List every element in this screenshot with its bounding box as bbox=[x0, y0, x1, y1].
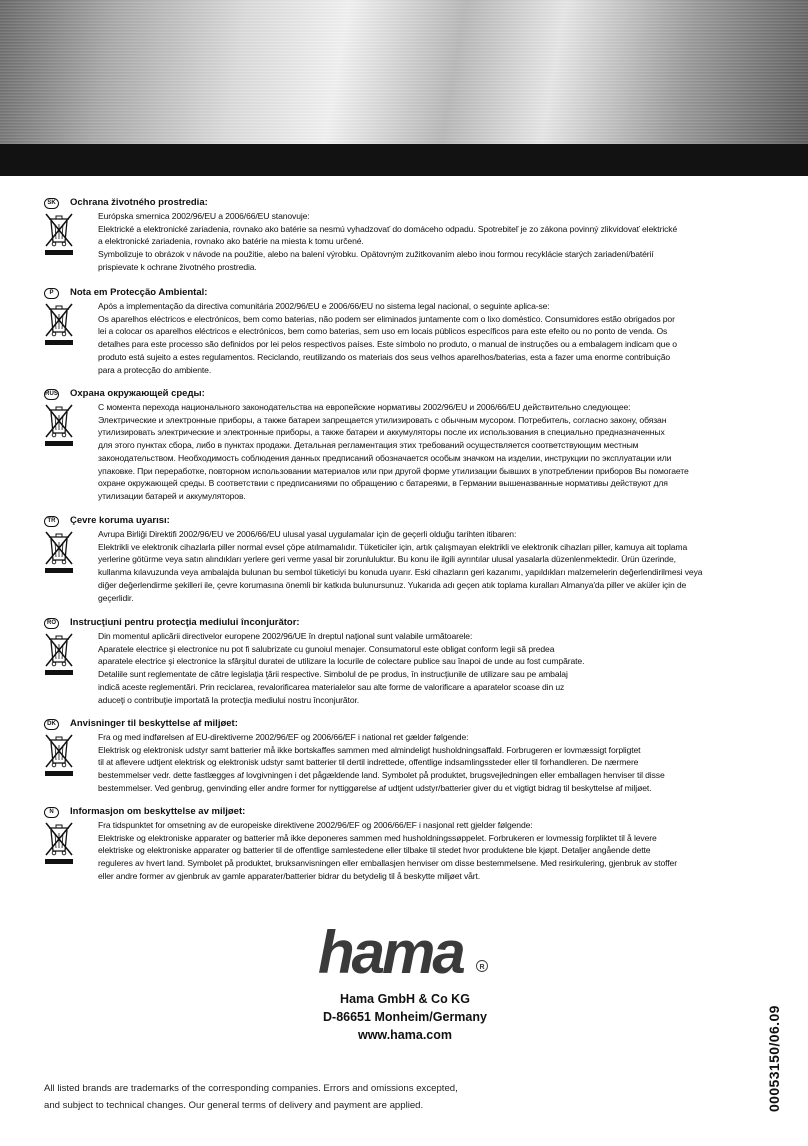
notice-line: produto está sujeito a estes regulamentos. Reciclando, reutilizando os materiais dos seus velhos aparelhos/baterias, esta a fazer uma enorme contribuição bbox=[98, 351, 671, 362]
notice-title: Ochrana životného prostredia: bbox=[70, 197, 208, 208]
notice-title: Informasjon om beskyttelse av miljøet: bbox=[70, 806, 246, 817]
language-badge: N bbox=[44, 807, 59, 818]
notice-line: bestemmelser vedr. dette fastlægges af lovgivningen i det pågældende land. Symbolet på produktet, brugsvejledningen eller emballagen henviser til disse bbox=[98, 770, 665, 781]
notice-line: утилизации батарей и аккумуляторов. bbox=[98, 490, 246, 501]
notice-line: aparatele electrice şi electronice la sfârşitul duratei de utilizare la locurile de colectare publice sau înapoi de unde au fost cumpărate. bbox=[98, 656, 585, 667]
header-black-bar bbox=[0, 144, 808, 176]
notice-body bbox=[98, 300, 768, 376]
notice-line: Fra tidspunktet for omsetning av de europeiske direktivene 2002/96/EF og 2006/66/EF i nasjonal rett gjelder følgende: bbox=[98, 820, 533, 830]
notice-body bbox=[98, 528, 768, 604]
notice-title: Instrucţiuni pentru protecţia mediului înconjurător: bbox=[70, 617, 300, 628]
notice-line: Após a implementação da directiva comunitária 2002/96/EU e 2006/66/EU no sistema legal nacional, o seguinte aplica-se: bbox=[98, 301, 550, 311]
notice-line: prispievate k ochrane životného prostredia. bbox=[98, 261, 257, 272]
notice-title: Anvisninger til beskyttelse af miljøet: bbox=[70, 718, 238, 729]
language-badge: P bbox=[44, 288, 59, 299]
notice-line: lei a colocar os aparelhos eléctricos e electrónicos, bem como baterias, sem uso em locais públicos específicos para este efeito ou no ponto de venda. Os bbox=[98, 326, 668, 337]
footer-line: All listed brands are trademarks of the corresponding companies. Errors and omissions excepted, bbox=[44, 1083, 458, 1094]
crossed-out-bin-icon bbox=[44, 403, 74, 447]
footer-line: and subject to technical changes. Our general terms of delivery and payment are applied. bbox=[44, 1100, 424, 1111]
language-badge: RUS bbox=[44, 389, 59, 400]
notice-line: detalhes para este processo são definidos por lei pelos respectivos países. Este símbolo no produto, o manual de instruções ou a embalagem indicam que o bbox=[98, 339, 677, 350]
notice-line: reguleres av hvert land. Symbolet på produktet, bruksanvisningen eller emballasjen henviser om disse bestemmelsene. Med resirkulering, gjenbruk av stoffer bbox=[98, 858, 677, 869]
notice-line: Avrupa Birliği Direktifi 2002/96/EU ve 2006/66/EU ulusal yasal uygulamalar için de geçerli olduğu tarihten itibaren: bbox=[98, 529, 517, 539]
notice-line: для этого пунктах сбора, либо в пунктах продажи. Детальная регламентация этих требований осуществляется соответствующим местным bbox=[98, 440, 639, 451]
notice-body bbox=[98, 210, 768, 274]
notice-line: indică aceste reglementări. Prin reciclarea, revalorificarea materialelor sau alte forme de valorificare a aparatelor scoase din uz bbox=[98, 681, 565, 692]
company-website: www.hama.com bbox=[357, 1028, 452, 1042]
company-address bbox=[300, 990, 510, 1044]
notice-line: упаковке. При переработке, повторном использовании материалов или при другой форме утилизации бывших в употреблении приборов Вы помогаете bbox=[98, 465, 689, 476]
company-city: D-86651 Monheim/Germany bbox=[323, 1010, 487, 1024]
notice-line: kullanma kılavuzunda veya ambalajda bulunan bu sembol tüketiciyi bu konuda uyarır. Eski cihazların geri kazanımı, yapıldıkları malzemelerin değerlendirilmesi veya bbox=[98, 567, 703, 578]
brushed-metal-header bbox=[0, 0, 808, 144]
notice-line: diğer değerlendirme şekilleri ile, çevre korumasına önemli bir katkıda bulunursunuz. Yukarıda adı geçen atık toplama kuralları Almanya'da piller ve aküler için de bbox=[98, 579, 687, 590]
notice-line: a elektronické zariadenia, rovnako ako batérie na miesta k tomu určené. bbox=[98, 236, 364, 247]
notice-line: охране окружающей среды. В соответствии с предписаниями по обращению с батареями, в Германии вышеназванные нормативы действуют для bbox=[98, 478, 668, 489]
notice-line: para a protecção do ambiente. bbox=[98, 364, 212, 375]
notice-line: Európska smernica 2002/96/EU a 2006/66/EU stanovuje: bbox=[98, 211, 310, 221]
notice-body bbox=[98, 630, 768, 706]
notice-line: Elektrikli ve elektronik cihazlarla piller normal evsel çöpe atılmamalıdır. Tüketiciler için, artık çalışmayan elektrikli ve elektronik cihazları piller, kamuya ait toplama bbox=[98, 541, 688, 552]
notice-line: elektriske og elektroniske apparater og batterier til de offentlige samlestedene eller tilbake til stedet hvor produktene ble kjøpt. Detaljer angående dette bbox=[98, 845, 651, 856]
notice-line: утилизировать электрические и электронные приборы, а также батареи и аккумуляторы после их использования в специально предназначенных bbox=[98, 427, 665, 438]
notice-line: законодательством. Необходимость соблюдения данных предписаний обозначается особым значком на изделии, инструкции по эксплуатации или bbox=[98, 452, 672, 463]
notice-line: Din momentul aplicării directivelor europene 2002/96/UE în dreptul naţional sunt valabile următoarele: bbox=[98, 631, 473, 641]
crossed-out-bin-icon bbox=[44, 821, 74, 865]
language-badge: DK bbox=[44, 719, 59, 730]
notice-line: Elektriske og elektroniske apparater og batterier må ikke deponeres sammen med husholdningssøppelet. Forbrukeren er lovmessig forpliktet til å levere bbox=[98, 832, 657, 843]
notice-title: Охрана окружающей среды: bbox=[70, 388, 205, 399]
notice-line: Elektrické a elektronické zariadenia, rovnako ako batérie sa nesmú vyhadzovať do domáceho odpadu. Spotrebiteľ je zo zákona povinný zlikvidovať elektrické bbox=[98, 223, 678, 234]
language-badge: SK bbox=[44, 198, 59, 209]
notice-line: Elektrisk og elektronisk udstyr samt batterier må ikke bortskaffes sammen med almindeligt husholdningsaffald. Forbrugeren er lovmæssigt forpligtet bbox=[98, 744, 641, 755]
crossed-out-bin-icon bbox=[44, 530, 74, 574]
notice-line: Aparatele electrice şi electronice nu pot fi salubrizate cu gunoiul menajer. Consumatorul este obligat conform legii să predea bbox=[98, 643, 555, 654]
document-number: 00053150/06.09 bbox=[766, 1005, 782, 1112]
notice-line: Электрические и электронные приборы, а также батареи запрещается утилизировать с обычным мусором. Потребитель, согласно закону, обязан bbox=[98, 414, 667, 425]
notice-line: Detaliile sunt reglementate de către legislaţia ţării respective. Simbolul de pe produs, în instrucţiunile de utilizare sau pe ambalaj bbox=[98, 669, 568, 680]
hama-logo bbox=[318, 925, 493, 983]
crossed-out-bin-icon bbox=[44, 212, 74, 256]
crossed-out-bin-icon bbox=[44, 632, 74, 676]
notice-line: geçerlidir. bbox=[98, 592, 134, 603]
notice-line: Fra og med indførelsen af EU-direktiverne 2002/96/EF og 2006/66/EF i national ret gælder følgende: bbox=[98, 732, 469, 742]
hama-logo-text: hama bbox=[318, 925, 463, 983]
notice-title: Çevre koruma uyarısı: bbox=[70, 515, 170, 526]
crossed-out-bin-icon bbox=[44, 733, 74, 777]
notice-body bbox=[98, 731, 768, 795]
footer-disclaimer bbox=[44, 1080, 458, 1114]
notice-line: Symbolizuje to obrázok v návode na použitie, alebo na balení výrobku. Opätovným zužitkovaním alebo inou formou recyklácie starých zariadení/batérií bbox=[98, 249, 654, 260]
notice-line: til at aflevere udtjent elektrisk og elektronisk udstyr samt batterier til dertil indrettede, offentlige indsamlingssteder eller til forhandleren. De nærmere bbox=[98, 757, 639, 768]
notice-line: С момента перехода национального законодательства на европейские нормативы 2002/96/EU и 2006/66/EU действительно следующее: bbox=[98, 402, 631, 412]
notice-line: bestemmelser. Ved genbrug, genvinding eller andre former for nyttiggørelse af udtjent udstyr/batterier giver du et vigtigt bidrag til beskyttelse af miljøet. bbox=[98, 782, 652, 793]
language-badge: RO bbox=[44, 618, 59, 629]
company-name: Hama GmbH & Co KG bbox=[340, 992, 470, 1006]
notice-body bbox=[98, 819, 768, 883]
notice-title: Nota em Protecção Ambiental: bbox=[70, 287, 208, 298]
registered-mark: R bbox=[479, 964, 485, 971]
crossed-out-bin-icon bbox=[44, 302, 74, 346]
notice-line: aduceţi o contribuţie importată la protecţia mediului nostru înconjurător. bbox=[98, 694, 360, 705]
notice-line: Os aparelhos eléctricos e electrónicos, bem como baterias, não podem ser eliminados juntamente com o lixo doméstico. Consumidores estão obrigados por bbox=[98, 313, 675, 324]
notice-line: yerlerine götürme veya satın alındıkları yerlere geri verme yasal bir zorunluluktur. Bu konu ile ilgili ayrıntılar ulusal yasalarla düzenlenmektedir. Ürün üzerinde, bbox=[98, 554, 676, 565]
notice-line: eller andre former av gjenbruk av gamle apparater/batterier bidrar du betydelig til å beskytte miljøet vårt. bbox=[98, 870, 481, 881]
language-badge: TR bbox=[44, 516, 59, 527]
notice-body bbox=[98, 401, 768, 503]
